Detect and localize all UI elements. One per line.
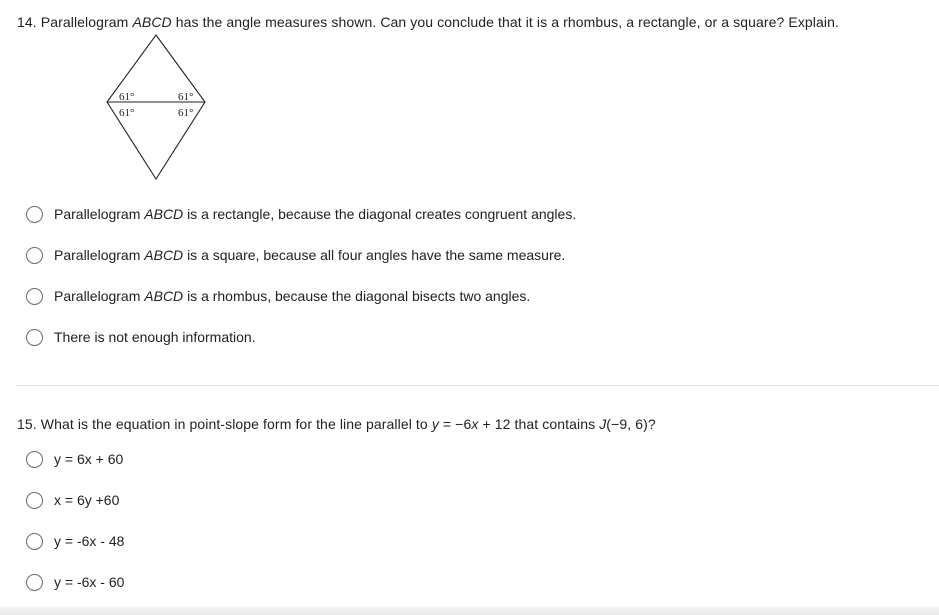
question-divider [16,385,939,386]
option-label: There is not enough information. [54,329,256,345]
q15-option-1[interactable] [26,448,123,470]
radio-button[interactable] [26,574,43,591]
angle-label-top-right: 61° [178,91,194,103]
radio-button[interactable] [26,451,43,468]
question-15-number: 15. [17,416,37,432]
angle-label-bottom-left: 61° [119,107,135,119]
radio-button[interactable] [26,492,43,509]
bottom-edge [0,607,939,615]
radio-button[interactable] [26,288,43,305]
question-15-text: 15. What is the equation in point-slope form for the line parallel to y = −6x + 12 that contains J(−9, 6)? [17,416,656,432]
radio-button[interactable] [26,206,43,223]
question-14-text: 14. Parallelogram ABCD has the angle measures shown. Can you conclude that it is a rhombus, a rectangle, or a square? Explain. [17,14,839,30]
question-14-number: 14. [17,14,37,30]
rhombus-figure [100,30,212,182]
q14-option-3[interactable] [26,285,530,307]
q15-option-3[interactable] [26,530,124,552]
q14-option-1[interactable] [26,203,576,225]
q14-option-4[interactable] [26,326,256,348]
q15-option-2[interactable] [26,489,119,511]
radio-button[interactable] [26,533,43,550]
option-label: y = -6x - 48 [54,533,125,549]
q15-option-4[interactable] [26,571,124,593]
option-label: Parallelogram ABCD is a rectangle, because the diagonal creates congruent angles. [54,206,577,222]
angle-label-top-left: 61° [119,91,135,103]
angle-label-bottom-right: 61° [178,107,194,119]
option-label: Parallelogram ABCD is a rhombus, because the diagonal bisects two angles. [54,288,531,304]
option-label: y = -6x - 60 [54,574,125,590]
radio-button[interactable] [26,247,43,264]
radio-button[interactable] [26,329,43,346]
option-label: Parallelogram ABCD is a square, because all four angles have the same measure. [54,247,566,263]
option-label: y = 6x + 60 [54,451,124,467]
q14-option-2[interactable] [26,244,565,266]
option-label: x = 6y +60 [54,492,120,508]
